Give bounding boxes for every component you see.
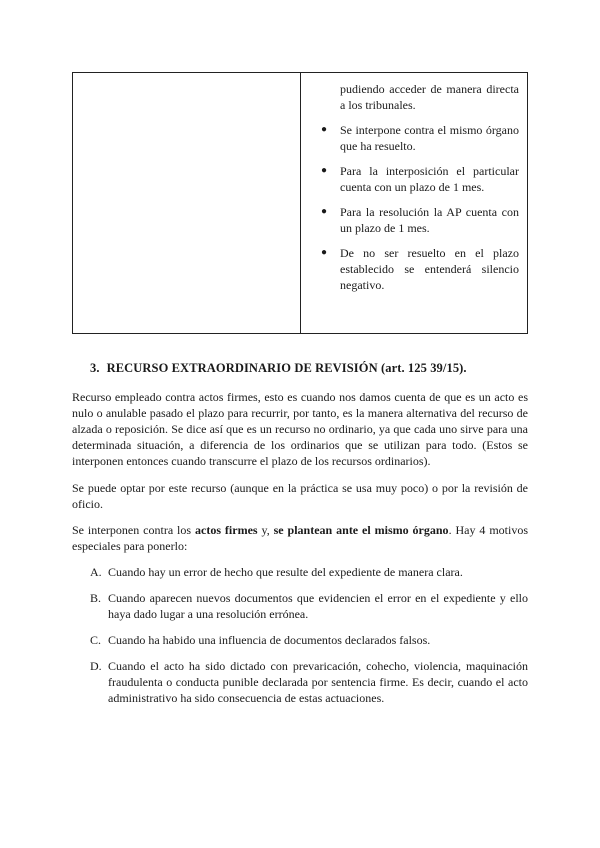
text-run: y, <box>257 523 274 537</box>
list-item <box>90 564 528 580</box>
list-item <box>309 163 519 195</box>
list-item <box>90 632 528 648</box>
bullet-icon: ● <box>321 247 328 258</box>
text-run: Se interponen contra los <box>72 523 195 537</box>
bullet-text: Para la resolución la AP cuenta con un plazo de 1 mes. <box>340 205 519 235</box>
paragraph-options: Se puede optar por este recurso (aunque en la práctica se usa muy poco) o por la revisión de oficio. <box>72 481 528 511</box>
bold-mismo-organo: se plantean ante el mismo órgano <box>273 523 449 537</box>
table-cell-right <box>301 73 527 333</box>
list-marker: B. <box>90 591 102 605</box>
bullet-icon: ● <box>321 165 328 176</box>
paragraph-motives-intro <box>72 522 528 554</box>
bullet-icon: ● <box>321 124 328 135</box>
list-item-text: Cuando ha habido una influencia de documentos declarados falsos. <box>108 633 431 647</box>
bullet-text: De no ser resuelto en el plazo establecido se entenderá silencio negativo. <box>340 246 519 292</box>
list-item <box>309 245 519 293</box>
section-heading <box>90 361 467 376</box>
table-cell-left <box>73 73 301 333</box>
motives-list <box>90 564 528 716</box>
list-item <box>90 590 528 622</box>
list-marker: D. <box>90 659 102 673</box>
comparison-table <box>72 72 528 334</box>
bold-actos-firmes: actos firmes <box>195 523 258 537</box>
section-number: 3. <box>90 361 100 375</box>
bullet-text: Se interpone contra el mismo órgano que ha resuelto. <box>340 123 519 153</box>
list-item <box>90 658 528 706</box>
list-marker: C. <box>90 633 102 647</box>
text-run: . Hay 4 motivos especiales para ponerlo: <box>72 523 528 553</box>
bullet-text: Para la interposición el particular cuenta con un plazo de 1 mes. <box>340 164 519 194</box>
list-item-text: Cuando aparecen nuevos documentos que evidencien el error en el expediente y ello haya dado lugar a una resolución errónea. <box>108 591 528 621</box>
list-marker: A. <box>90 565 102 579</box>
list-item-text: Cuando hay un error de hecho que resulte del expediente de manera clara. <box>108 565 463 579</box>
list-item <box>309 204 519 236</box>
list-item-text: Cuando el acto ha sido dictado con prevaricación, cohecho, violencia, maquinación fraudulenta o conducta punible declarada por sentencia firme. Es decir, cuando el acto administrativo ha sido consecuencia de estas actuaciones. <box>108 659 528 705</box>
bullet-icon: ● <box>321 206 328 217</box>
section-title: RECURSO EXTRAORDINARIO DE REVISIÓN (art. 125 39/15). <box>106 361 467 375</box>
continued-text: pudiendo acceder de manera directa a los tribunales. <box>340 82 519 112</box>
list-item <box>309 122 519 154</box>
paragraph-definition: Recurso empleado contra actos firmes, esto es cuando nos damos cuenta de que es un acto es nulo o anulable pasado el plazo para recurrir, por tanto, es la manera alternativa del recurso de alzada o reposición. Se dice así que es un recurso no ordinario, ya que cada uno sirve para una determinada situación, a diferencia de los ordinarios que se utilizan para todo. (Estos se interponen entonces cuando transcurre el plazo de los recursos ordinarios). <box>72 390 528 468</box>
